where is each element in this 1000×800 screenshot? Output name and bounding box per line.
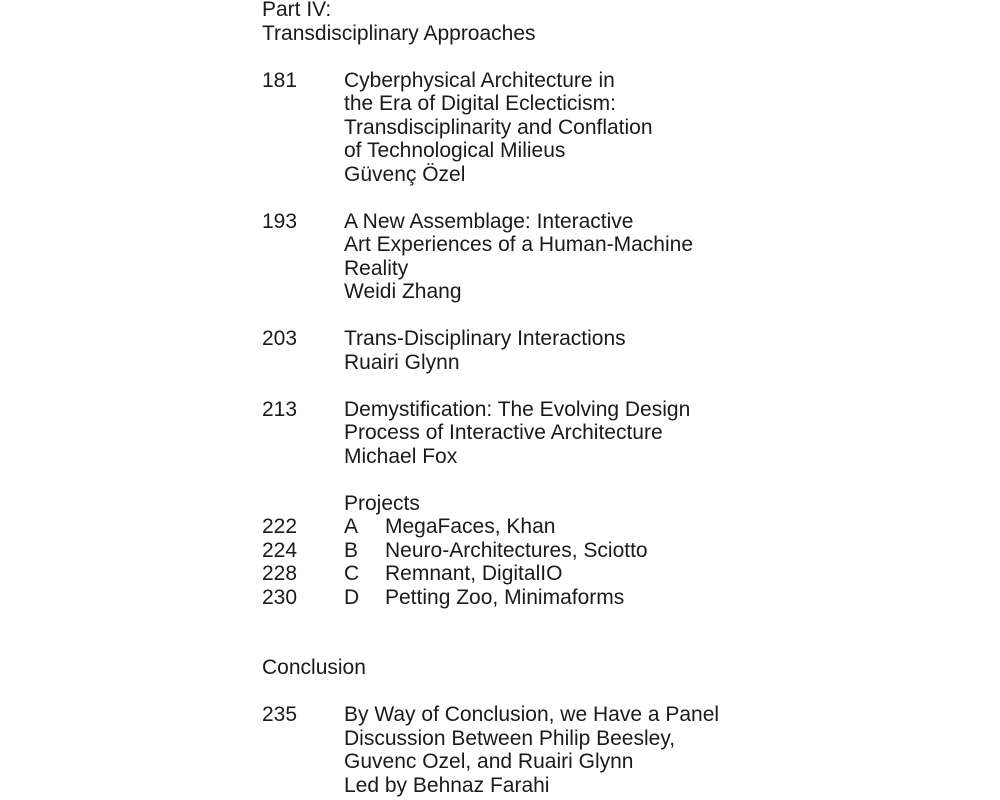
entry-body: [344, 210, 902, 304]
entry-title-line: Guvenc Ozel, and Ruairi Glynn: [344, 750, 634, 773]
entry-title-line: of Technological Milieus: [344, 139, 566, 162]
toc-entry[interactable]: [262, 398, 902, 469]
entry-body: [344, 703, 902, 797]
page-number: 213: [262, 397, 298, 421]
entry-author: Weidi Zhang: [344, 280, 462, 303]
project-letter: D: [344, 585, 360, 609]
entry-title-line: Art Experiences of a Human-Machine: [344, 233, 693, 256]
project-item[interactable]: [262, 539, 902, 563]
entry-title-line: the Era of Digital Eclecticism:: [344, 92, 616, 115]
entry-title-line: A New Assemblage: Interactive: [344, 209, 634, 233]
project-letter: C: [344, 562, 360, 585]
entry-author: Led by Behnaz Farahi: [344, 773, 550, 797]
page-number: 222: [262, 515, 298, 538]
project-item[interactable]: [262, 586, 902, 610]
page-number: 193: [262, 209, 298, 233]
entry-body: [344, 398, 902, 469]
projects-label: Projects: [344, 491, 420, 515]
project-item[interactable]: [262, 515, 902, 539]
page-number: 181: [262, 68, 298, 92]
project-title: Neuro-Architectures, Sciotto: [385, 538, 648, 562]
project-item[interactable]: [262, 562, 902, 586]
toc-entry[interactable]: [262, 210, 902, 304]
entry-title-line: Discussion Between Philip Beesley,: [344, 726, 676, 750]
part-label: Part IV:: [262, 0, 332, 21]
entry-title-line: Reality: [344, 256, 409, 280]
entry-title-line: Transdisciplinarity and Conflation: [344, 115, 653, 139]
page-number: 235: [262, 703, 298, 726]
page-number: 224: [262, 538, 298, 562]
toc-entry[interactable]: [262, 327, 902, 374]
entry-title-line: Cyberphysical Architecture in: [344, 68, 615, 92]
project-letter: B: [344, 538, 359, 562]
page-number: 228: [262, 562, 298, 585]
project-letter: A: [344, 515, 359, 538]
table-of-contents: [262, 0, 902, 797]
entry-body: [344, 69, 902, 187]
page-number: 203: [262, 327, 298, 350]
entry-title-line: Trans-Disciplinary Interactions: [344, 327, 626, 350]
entry-title-line: Process of Interactive Architecture: [344, 421, 663, 444]
entry-author: Ruairi Glynn: [344, 350, 460, 374]
conclusion-heading: Conclusion: [262, 656, 366, 679]
entry-title-line: Demystification: The Evolving Design: [344, 397, 691, 421]
page-number: 230: [262, 585, 298, 609]
entry-body: [344, 327, 902, 374]
toc-entry[interactable]: [262, 703, 902, 797]
project-title: Remnant, DigitalIO: [385, 562, 563, 585]
project-title: Petting Zoo, Minimaforms: [385, 585, 625, 609]
entry-author: Güvenç Özel: [344, 162, 466, 186]
entry-author: Michael Fox: [344, 444, 458, 468]
project-title: MegaFaces, Khan: [385, 515, 556, 538]
part-heading: [262, 0, 902, 45]
toc-entry[interactable]: [262, 69, 902, 187]
part-title: Transdisciplinary Approaches: [262, 21, 536, 45]
projects-section: [262, 492, 902, 610]
entry-title-line: By Way of Conclusion, we Have a Panel: [344, 703, 720, 726]
